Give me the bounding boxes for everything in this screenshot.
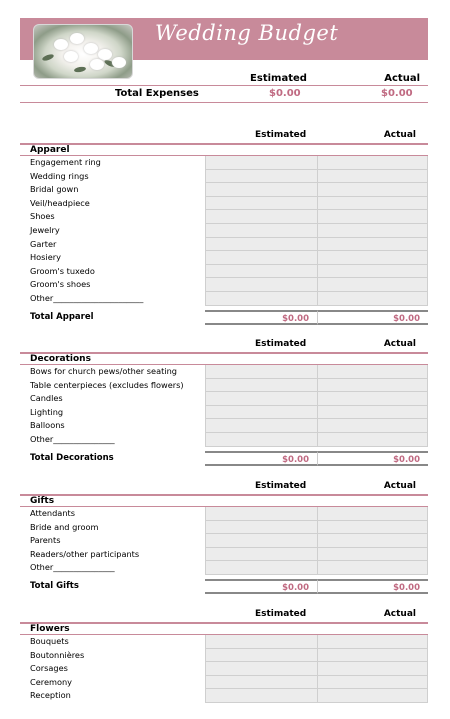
- column-headers: [20, 481, 428, 494]
- actual-cell[interactable]: [317, 365, 428, 379]
- total-estimated-cell[interactable]: $0.00: [205, 451, 317, 466]
- summary-actual-header: Actual: [384, 73, 420, 84]
- budget-row: [20, 170, 428, 184]
- section-title: Apparel: [20, 143, 428, 156]
- item-label: Garter: [30, 238, 57, 249]
- item-label: Lighting: [30, 406, 64, 417]
- estimated-header: Estimated: [255, 130, 307, 140]
- actual-cell[interactable]: [317, 210, 428, 224]
- item-label: Bows for church pews/other seating: [30, 366, 177, 376]
- budget-row: [20, 251, 428, 265]
- page-title: Wedding Budget: [155, 21, 339, 45]
- actual-cell[interactable]: [317, 548, 428, 562]
- actual-cell[interactable]: [317, 676, 428, 690]
- budget-row: [20, 689, 428, 703]
- actual-cell[interactable]: [317, 170, 428, 184]
- total-estimated-cell[interactable]: $0.00: [205, 579, 317, 594]
- actual-cell[interactable]: [317, 507, 428, 521]
- actual-cell[interactable]: [317, 649, 428, 663]
- actual-cell[interactable]: [317, 292, 428, 306]
- section-apparel: [20, 130, 428, 325]
- actual-cell[interactable]: [317, 689, 428, 703]
- summary-divider: [20, 85, 428, 86]
- section-title: Flowers: [20, 622, 428, 635]
- total-actual-cell[interactable]: $0.00: [317, 451, 428, 466]
- item-label: Groom's tuxedo: [30, 265, 95, 276]
- item-label: Parents: [30, 535, 61, 546]
- budget-row: [20, 419, 428, 433]
- item-label: Shoes: [30, 211, 55, 222]
- item-label: Attendants: [30, 508, 75, 518]
- budget-row: [20, 278, 428, 292]
- estimated-header: Estimated: [255, 339, 307, 349]
- estimated-cell[interactable]: [205, 379, 317, 393]
- estimated-cell[interactable]: [205, 392, 317, 406]
- total-actual-cell[interactable]: $0.00: [317, 310, 428, 325]
- estimated-cell[interactable]: [205, 534, 317, 548]
- actual-cell[interactable]: [317, 379, 428, 393]
- item-label: Hosiery: [30, 252, 61, 263]
- estimated-cell[interactable]: [205, 635, 317, 649]
- estimated-cell[interactable]: [205, 689, 317, 703]
- estimated-cell[interactable]: [205, 183, 317, 197]
- estimated-header: Estimated: [255, 609, 307, 619]
- item-label: Candles: [30, 393, 63, 404]
- total-label: Total Decorations: [30, 452, 114, 463]
- item-label: Bouquets: [30, 636, 69, 646]
- actual-cell[interactable]: [317, 197, 428, 211]
- budget-row: [20, 433, 428, 447]
- budget-row: [20, 210, 428, 224]
- column-headers: [20, 339, 428, 352]
- actual-cell[interactable]: [317, 433, 428, 447]
- estimated-cell[interactable]: [205, 251, 317, 265]
- actual-cell[interactable]: [317, 183, 428, 197]
- budget-row: [20, 548, 428, 562]
- budget-row: [20, 649, 428, 663]
- total-actual-cell[interactable]: $0.00: [317, 579, 428, 594]
- estimated-cell[interactable]: [205, 548, 317, 562]
- item-label: Wedding rings: [30, 170, 89, 181]
- estimated-cell[interactable]: [205, 649, 317, 663]
- budget-row: [20, 183, 428, 197]
- actual-cell[interactable]: [317, 561, 428, 575]
- budget-row: [20, 561, 428, 575]
- budget-row: [20, 534, 428, 548]
- section-flowers: [20, 609, 428, 703]
- estimated-cell[interactable]: [205, 365, 317, 379]
- estimated-cell[interactable]: [205, 406, 317, 420]
- item-label: Other_______________: [30, 562, 115, 573]
- estimated-cell[interactable]: [205, 265, 317, 279]
- actual-cell[interactable]: [317, 534, 428, 548]
- estimated-cell[interactable]: [205, 507, 317, 521]
- actual-cell[interactable]: [317, 265, 428, 279]
- estimated-cell[interactable]: [205, 224, 317, 238]
- item-label: Ceremony: [30, 676, 72, 687]
- actual-cell[interactable]: [317, 392, 428, 406]
- actual-cell[interactable]: [317, 521, 428, 535]
- actual-cell[interactable]: [317, 419, 428, 433]
- item-label: Bride and groom: [30, 521, 99, 532]
- section-decorations: [20, 339, 428, 466]
- actual-header: Actual: [383, 130, 416, 140]
- estimated-cell[interactable]: [205, 238, 317, 252]
- estimated-cell[interactable]: [205, 292, 317, 306]
- column-headers: [20, 130, 428, 143]
- budget-row: [20, 662, 428, 676]
- estimated-cell[interactable]: [205, 156, 317, 170]
- total-row: [20, 310, 428, 325]
- section-title: Gifts: [20, 494, 428, 507]
- total-row: [20, 579, 428, 594]
- budget-row: [20, 507, 428, 521]
- actual-cell[interactable]: [317, 238, 428, 252]
- item-label: Veil/headpiece: [30, 197, 90, 208]
- item-label: Readers/other participants: [30, 548, 140, 559]
- actual-cell[interactable]: [317, 156, 428, 170]
- actual-header: Actual: [383, 481, 416, 491]
- actual-cell[interactable]: [317, 251, 428, 265]
- estimated-header: Estimated: [255, 481, 307, 491]
- estimated-cell[interactable]: [205, 419, 317, 433]
- budget-row: [20, 521, 428, 535]
- actual-cell[interactable]: [317, 662, 428, 676]
- actual-cell[interactable]: [317, 278, 428, 292]
- total-expenses-estimated[interactable]: $0.00: [269, 88, 301, 99]
- item-label: Corsages: [30, 663, 68, 674]
- actual-cell[interactable]: [317, 224, 428, 238]
- summary-divider: [20, 102, 428, 103]
- section-title: Decorations: [20, 352, 428, 365]
- summary-estimated-header: Estimated: [250, 73, 307, 84]
- item-label: Other______________________: [30, 292, 144, 303]
- total-estimated-cell[interactable]: $0.00: [205, 310, 317, 325]
- item-label: Balloons: [30, 420, 65, 431]
- budget-row: [20, 265, 428, 279]
- item-label: Other_______________: [30, 433, 115, 444]
- actual-cell[interactable]: [317, 635, 428, 649]
- actual-cell[interactable]: [317, 406, 428, 420]
- estimated-cell[interactable]: [205, 662, 317, 676]
- estimated-cell[interactable]: [205, 278, 317, 292]
- item-label: Jewelry: [30, 224, 60, 235]
- total-row: [20, 451, 428, 466]
- item-label: Reception: [30, 690, 71, 701]
- budget-row: [20, 224, 428, 238]
- total-label: Total Apparel: [30, 311, 94, 322]
- total-label: Total Gifts: [30, 580, 79, 591]
- budget-row: [20, 238, 428, 252]
- budget-row: [20, 197, 428, 211]
- actual-header: Actual: [383, 609, 416, 619]
- estimated-cell[interactable]: [205, 433, 317, 447]
- total-expenses-actual[interactable]: $0.00: [381, 88, 413, 99]
- estimated-cell[interactable]: [205, 197, 317, 211]
- budget-row: [20, 635, 428, 649]
- item-label: Boutonnières: [30, 649, 85, 660]
- item-label: Bridal gown: [30, 184, 79, 195]
- budget-row: [20, 379, 428, 393]
- budget-row: [20, 406, 428, 420]
- budget-row: [20, 365, 428, 379]
- item-label: Table centerpieces (excludes flowers): [30, 379, 184, 390]
- estimated-cell[interactable]: [205, 210, 317, 224]
- budget-row: [20, 392, 428, 406]
- column-headers: [20, 609, 428, 622]
- total-expenses-label: Total Expenses: [115, 88, 199, 99]
- budget-row: [20, 156, 428, 170]
- estimated-cell[interactable]: [205, 676, 317, 690]
- estimated-cell[interactable]: [205, 521, 317, 535]
- bouquet-photo: [33, 24, 133, 79]
- estimated-cell[interactable]: [205, 170, 317, 184]
- actual-header: Actual: [383, 339, 416, 349]
- budget-row: [20, 676, 428, 690]
- section-gifts: [20, 481, 428, 594]
- budget-row: [20, 292, 428, 306]
- item-label: Groom's shoes: [30, 279, 91, 290]
- item-label: Engagement ring: [30, 157, 101, 167]
- estimated-cell[interactable]: [205, 561, 317, 575]
